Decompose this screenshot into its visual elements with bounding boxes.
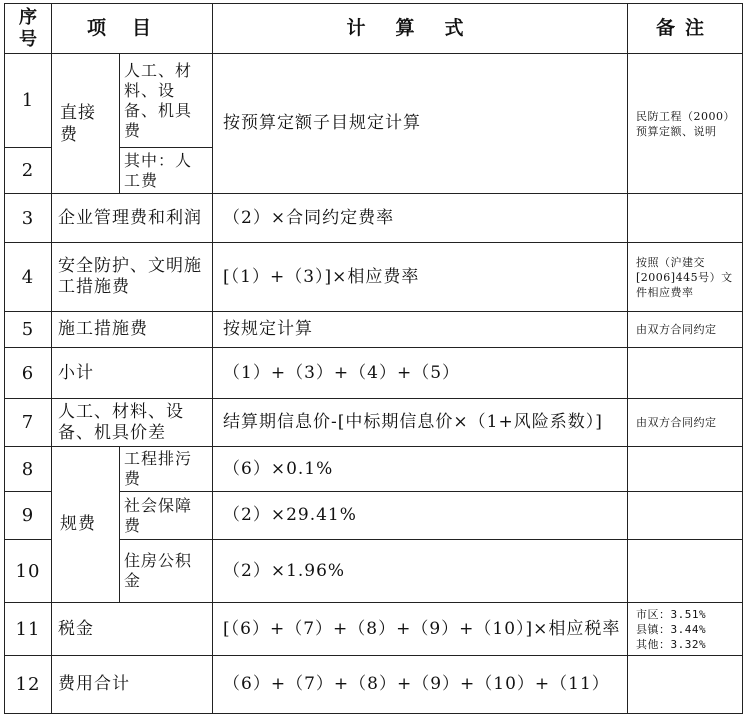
- table-row: [5, 399, 743, 447]
- row-number: 9: [5, 492, 52, 540]
- table-row: [5, 194, 743, 243]
- formula-cell: [（1）+（3）]×相应费率: [213, 243, 628, 312]
- header-item: 项目: [52, 4, 213, 54]
- item-cell: 人工、材料、设备、机具价差: [52, 399, 213, 447]
- formula-cell: （2）×29.41%: [213, 492, 628, 540]
- row-number: 4: [5, 243, 52, 312]
- sub-item: 人工、材料、设备、机具费: [120, 54, 213, 148]
- formula-cell: （6）+（7）+（8）+（9）+（10）+（11）: [213, 656, 628, 714]
- note-cell: [628, 656, 743, 714]
- row-number: 12: [5, 656, 52, 714]
- note-cell: [628, 492, 743, 540]
- row-number: 2: [5, 148, 52, 194]
- note-cell: 由双方合同约定: [628, 399, 743, 447]
- row-number: 3: [5, 194, 52, 243]
- row-number: 8: [5, 447, 52, 492]
- header-row: [5, 4, 743, 54]
- row-number: 10: [5, 540, 52, 603]
- row-number: 5: [5, 312, 52, 348]
- item-cell: 税金: [52, 603, 213, 656]
- sub-item: 社会保障费: [120, 492, 213, 540]
- row-number: 1: [5, 54, 52, 148]
- row-number: 7: [5, 399, 52, 447]
- item-cell: 小计: [52, 348, 213, 399]
- formula-cell: （2）×1.96%: [213, 540, 628, 603]
- header-formula: 计算式: [213, 4, 628, 54]
- sub-item: 住房公积金: [120, 540, 213, 603]
- note-cell: 按照（沪建交[2006]445号）文件相应费率: [628, 243, 743, 312]
- table-row: [5, 603, 743, 656]
- note-line: 其他：3.32%: [636, 637, 707, 651]
- fee-calculation-table: [4, 3, 743, 714]
- table-row: [5, 312, 743, 348]
- sub-item: 工程排污费: [120, 447, 213, 492]
- header-no: 序号: [5, 4, 52, 54]
- note-cell: 由双方合同约定: [628, 312, 743, 348]
- formula-cell: 结算期信息价-[中标期信息价×（1+风险系数）]: [213, 399, 628, 447]
- note-cell: [628, 603, 743, 656]
- formula-cell: [（6）+（7）+（8）+（9）+（10）]×相应税率: [213, 603, 628, 656]
- item-cell: 费用合计: [52, 656, 213, 714]
- group-statutory-fees: 规费: [52, 447, 120, 603]
- table-row: [5, 348, 743, 399]
- formula-cell: （2）×合同约定费率: [213, 194, 628, 243]
- row-number: 11: [5, 603, 52, 656]
- formula-cell: （1）+（3）+（4）+（5）: [213, 348, 628, 399]
- group-direct-cost: 直接费: [52, 54, 120, 194]
- note-cell: [628, 348, 743, 399]
- table-row: [5, 447, 743, 492]
- table-row: [5, 54, 743, 148]
- row-number: 6: [5, 348, 52, 399]
- formula-cell: （6）×0.1%: [213, 447, 628, 492]
- item-cell: 企业管理费和利润: [52, 194, 213, 243]
- sub-item: 其中：人工费: [120, 148, 213, 194]
- header-note: 备注: [628, 4, 743, 54]
- item-cell: 施工措施费: [52, 312, 213, 348]
- note-cell: [628, 540, 743, 603]
- note-line: 市区：3.51%: [636, 607, 707, 621]
- note-cell: 民防工程（2000）预算定额、说明: [628, 54, 743, 194]
- note-line: 县镇：3.44%: [636, 622, 707, 636]
- note-cell: [628, 447, 743, 492]
- note-cell: [628, 194, 743, 243]
- table-row: [5, 656, 743, 714]
- formula-cell: 按规定计算: [213, 312, 628, 348]
- formula-cell: 按预算定额子目规定计算: [213, 54, 628, 194]
- table-row: [5, 243, 743, 312]
- item-cell: 安全防护、文明施工措施费: [52, 243, 213, 312]
